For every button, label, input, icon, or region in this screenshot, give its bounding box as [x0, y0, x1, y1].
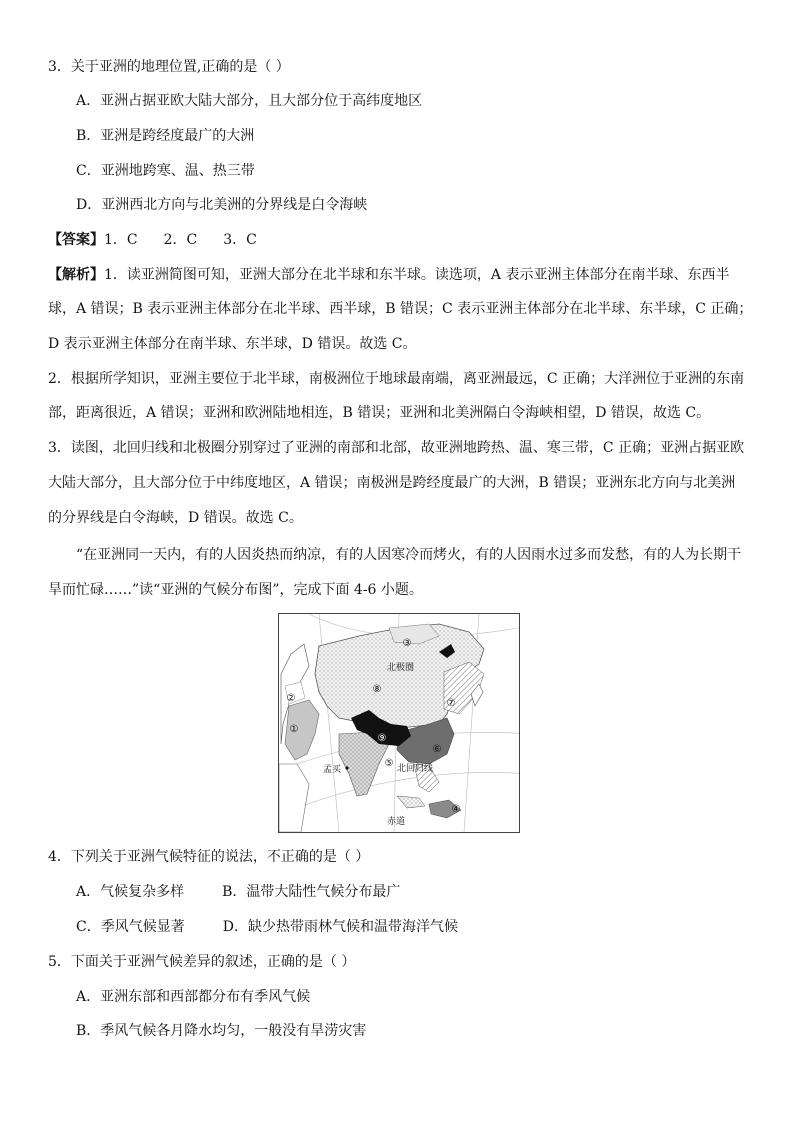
answer-item: 1．C — [104, 232, 138, 248]
region-label-4: ④ — [451, 804, 461, 815]
intro-line-2: 旱而忙碌……”读“亚洲的气候分布图”，完成下面 4-6 小题。 — [48, 582, 423, 598]
q4-option-d: D．缺少热带雨林气候和温带海洋气候 — [222, 919, 458, 935]
q4-option-c: C．季风气候显著 — [76, 919, 185, 935]
graticule-line — [279, 772, 519, 819]
region-label-5: ⑤ — [384, 758, 394, 769]
region-label-7: ⑦ — [446, 698, 456, 709]
q4-options-row-2 — [76, 917, 458, 937]
q4-options-row-1 — [76, 882, 400, 902]
africa-outline — [279, 764, 309, 832]
intro-line-1: “在亚洲同一天内，有的人因炎热而纳凉，有的人因寒冷而烤火，有的人因雨水过多而发愁，有的人为长期干 — [76, 547, 742, 563]
q5-option-a: A．亚洲东部和西部都分布有季风气候 — [76, 989, 311, 1005]
region-label-2: ② — [286, 693, 296, 704]
region-label-9: ⑨ — [377, 733, 387, 744]
answer-label: 【答案】 — [48, 232, 104, 248]
analysis-line-7: 大陆大部分，且大部分位于中纬度地区，A 错误；南极洲是跨经度最广的大洲，B 错误；亚洲东北方向与北美洲 — [48, 475, 736, 491]
mumbai-dot — [345, 766, 348, 769]
analysis-line-2: 球，A 错误；B 表示亚洲主体部分在北半球、西半球，B 错误；C 表示亚洲主体部分在北半球、东半球，C 正确； — [48, 301, 753, 317]
region-label-6: ⑥ — [432, 744, 442, 755]
region-label-1: ① — [289, 724, 299, 735]
analysis-line-6: 3．读图，北回归线和北极圈分别穿过了亚洲的南部和北部，故亚洲地跨热、温、寒三带，C 正确；亚洲占据亚欧 — [48, 440, 745, 456]
equator-label: 赤道 — [387, 816, 406, 826]
q3-stem: 3．关于亚洲的地理位置,正确的是（ ） — [48, 59, 290, 75]
answer-item: 2．C — [163, 232, 198, 248]
answer-line — [48, 230, 257, 250]
q4-option-a: A．气候复杂多样 — [76, 884, 185, 900]
q5-option-b: B．季风气候各月降水均匀，一般没有旱涝灾害 — [76, 1023, 367, 1039]
analysis-line-5: 部，距离很近，A 错误；亚洲和欧洲陆地相连，B 错误；亚洲和北美洲隔白令海峡相望，D 错误，故选 C。 — [48, 405, 711, 421]
analysis-line-1 — [48, 265, 729, 285]
region-label-8: ⑧ — [372, 684, 382, 695]
analysis-line-8: 的分界线是白令海峡，D 错误。故选 C。 — [48, 510, 303, 526]
analysis-text: 1．读亚洲简图可知，亚洲大部分在北半球和东半球。读选项，A 表示亚洲主体部分在南半球、东西半 — [104, 267, 730, 283]
asia-climate-map — [278, 613, 520, 833]
arctic-circle-label: 北极圈 — [387, 662, 415, 672]
analysis-label: 【解析】 — [48, 267, 104, 283]
analysis-line-3: D 表示亚洲主体部分在南半球、东半球，D 错误。故选 C。 — [48, 336, 417, 352]
mumbai-label: 孟买 — [323, 764, 342, 774]
analysis-line-4: 2．根据所学知识，亚洲主要位于北半球，南极洲位于地球最南端，离亚洲最远，C 正确；大洋洲位于亚洲的东南 — [48, 371, 745, 387]
tropic-label: 北回归线 — [397, 763, 434, 773]
q3-option-b: B．亚洲是跨经度最广的大洲 — [76, 128, 255, 144]
q3-option-c: C．亚洲地跨寒、温、热三带 — [76, 163, 255, 179]
q4-stem: 4．下列关于亚洲气候特征的说法，不正确的是（ ） — [48, 849, 370, 865]
q5-stem: 5．下面关于亚洲气候差异的叙述，正确的是（ ） — [48, 954, 356, 970]
region-indonesia — [397, 796, 425, 808]
q3-option-d: D．亚洲西北方向与北美洲的分界线是白令海峡 — [76, 197, 368, 213]
answer-item: 3．C — [223, 232, 257, 248]
q4-option-b: B．温带大陆性气候分布最广 — [222, 884, 401, 900]
q3-option-a: A．亚洲占据亚欧大陆大部分，且大部分位于高纬度地区 — [76, 93, 423, 109]
region-label-3: ③ — [402, 638, 412, 649]
